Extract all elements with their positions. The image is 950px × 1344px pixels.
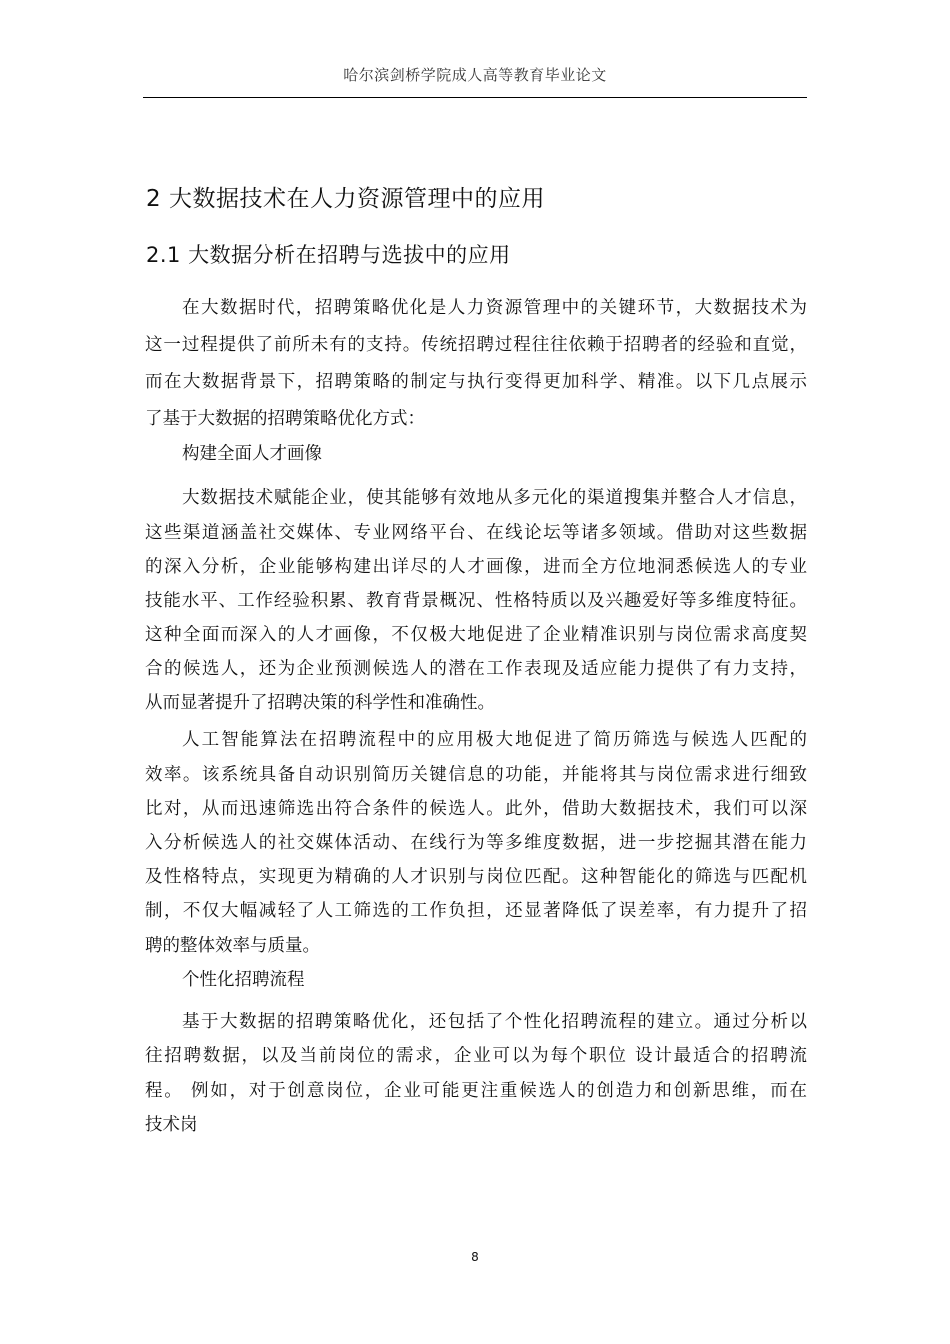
paragraph-line: 聘的整体效率与质量。 [145,936,320,956]
subheading-personalized-process: 个性化招聘流程 [182,970,305,990]
paragraph-line: 及性格特点，实现更为精确的人才识别与岗位匹配。这种智能化的筛选与匹配机 [145,867,807,887]
paragraph-line: 从而显著提升了招聘决策的科学性和准确性。 [145,693,495,713]
paragraph-line: 基于大数据的招聘策略优化，还包括了个性化招聘流程的建立。通过分析以 [182,1012,807,1032]
paragraph-line: 人工智能算法在招聘流程中的应用极大地促进了简历筛选与候选人匹配的 [182,730,807,750]
page-number: 8 [471,1250,479,1264]
paragraph-line: 的深入分析，企业能够构建出详尽的人才画像，进而全方位地洞悉候选人的专业 [145,557,807,577]
paragraph-line: 合的候选人，还为企业预测候选人的潜在工作表现及适应能力提供了有力支持， [145,659,807,679]
section-title: 2.1 大数据分析在招聘与选拔中的应用 [146,243,511,267]
paragraph-line: 技术岗 [145,1115,198,1135]
running-header: 哈尔滨剑桥学院成人高等教育毕业论文 [343,66,607,84]
subheading-talent-portrait: 构建全面人才画像 [182,444,322,464]
paragraph-line: 技能水平、工作经验积累、教育背景概况、性格特质以及兴趣爱好等多维度特征。 [145,591,807,611]
paragraph-line: 了基于大数据的招聘策略优化方式： [145,409,425,429]
paragraph-line: 这一过程提供了前所未有的支持。传统招聘过程往往依赖于招聘者的经验和直觉， [145,335,807,355]
header-rule [143,97,807,98]
paragraph-line: 程。 例如，对于创意岗位，企业可能更注重候选人的创造力和创新思维，而在 [145,1081,807,1101]
paragraph-line: 而在大数据背景下，招聘策略的制定与执行变得更加科学、精准。以下几点展示 [145,372,807,392]
paragraph-line: 往招聘数据，以及当前岗位的需求，企业可以为每个职位 设计最适合的招聘流 [145,1046,807,1066]
paragraph-line: 制，不仅大幅减轻了人工筛选的工作负担，还显著降低了误差率，有力提升了招 [145,901,807,921]
paragraph-line: 比对，从而迅速筛选出符合条件的候选人。此外，借助大数据技术，我们可以深 [145,799,807,819]
paragraph-line: 这种全面而深入的人才画像，不仅极大地促进了企业精准识别与岗位需求高度契 [145,625,807,645]
chapter-title: 2 大数据技术在人力资源管理中的应用 [146,186,545,212]
paragraph-line: 入分析候选人的社交媒体活动、在线行为等多维度数据，进一步挖掘其潜在能力 [145,833,807,853]
paragraph-line: 效率。该系统具备自动识别简历关键信息的功能，并能将其与岗位需求进行细致 [145,765,807,785]
paragraph-line: 大数据技术赋能企业，使其能够有效地从多元化的渠道搜集并整合人才信息， [182,488,807,508]
paragraph-line: 在大数据时代，招聘策略优化是人力资源管理中的关键环节，大数据技术为 [182,298,807,318]
paragraph-line: 这些渠道涵盖社交媒体、专业网络平台、在线论坛等诸多领域。借助对这些数据 [145,523,807,543]
